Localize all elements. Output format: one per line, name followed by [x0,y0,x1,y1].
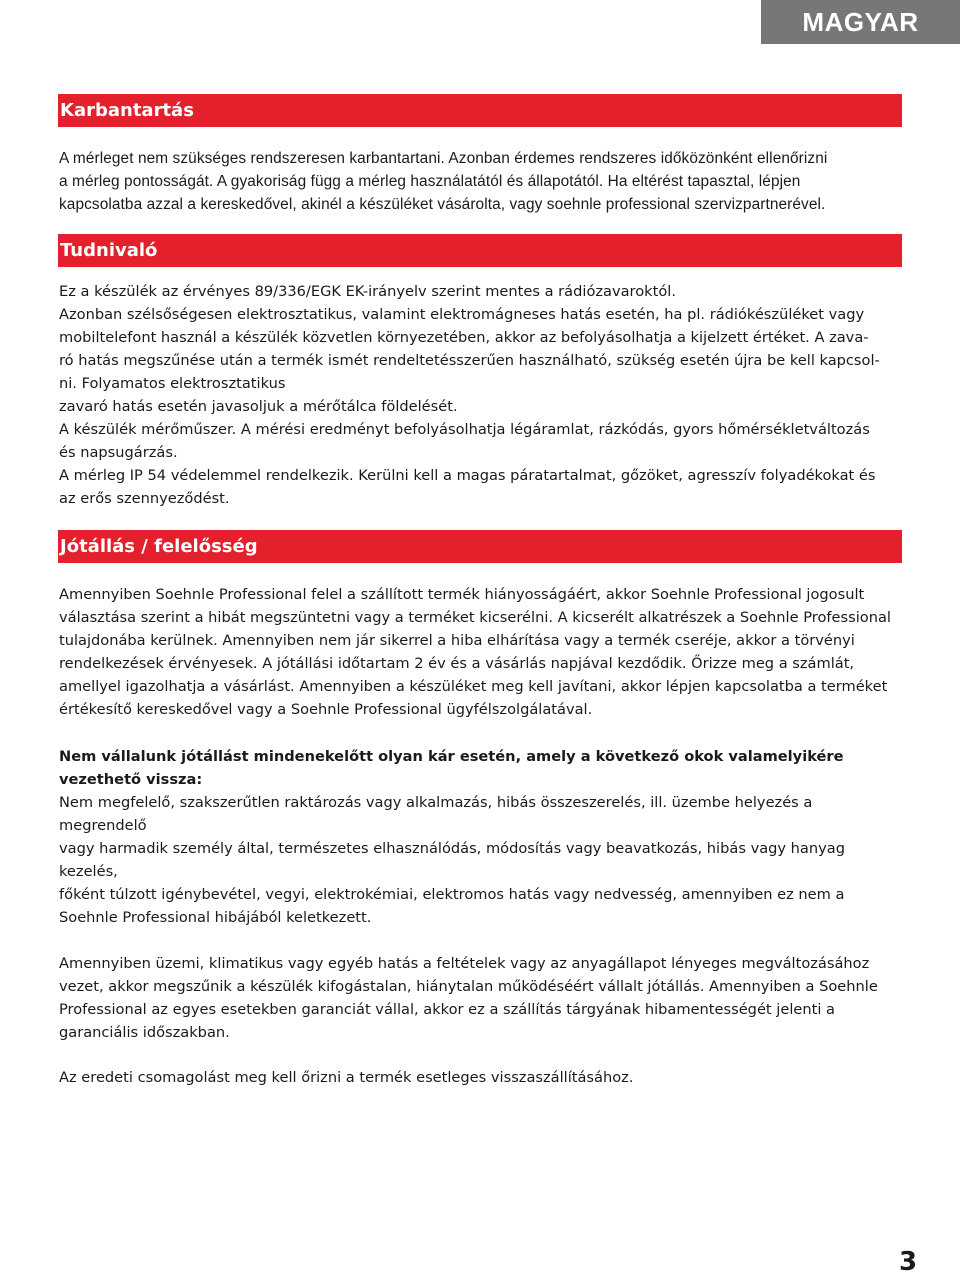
text-line: mobiltelefont használ a készülék közvetlen környezetében, akkor az befolyásolhatja a kijelzett értéket. A zava- [59,329,869,346]
text-line: Azonban szélsőségesen elektrosztatikus, valamint elektromágneses hatás esetén, ha pl. rádiókészüléket vagy [59,306,865,323]
text-line: rendelkezések érvényesek. A jótállási időtartam 2 év és a vásárlás napjával kezdődik. Őrizze meg a számlát, [59,655,855,672]
text-line: Az eredeti csomagolást meg kell őrizni a termék esetleges visszaszállításához. [59,1069,634,1086]
text-line: tulajdonába kerülnek. Amennyiben nem jár sikerrel a hiba elhárítása vagy a termék cseréje, akkor a törvényi [59,632,855,649]
text-line: Professional az egyes esetekben garanciát vállal, akkor ez a szállítás tárgyának hibamentességét jelenti a [59,1001,835,1018]
text-line: Amennyiben üzemi, klimatikus vagy egyéb hatás a feltételek vagy az anyagállapot lényeges megváltozásához [59,955,870,972]
text-line: A mérleget nem szükséges rendszeresen karbantartani. Azonban érdemes rendszeres időközönként ellenőrizni [59,150,828,167]
text-line: választása szerint a hibát megszüntetni vagy a terméket kicserélni. A kicserélt alkatrészek a Soehnle Professional [59,609,891,626]
text-line: az erős szennyeződést. [59,490,230,507]
exclusion-heading: Nem vállalunk jótállást mindenekelőtt olyan kár esetén, amely a következő okok valamelyikére vezethető vissza: [59,748,844,788]
text-line: főként túlzott igénybevétel, vegyi, elektrokémiai, elektromos hatás vagy nedvesség, amennyiben ez nem a [59,886,845,903]
language-tab: MAGYAR [761,0,960,44]
section-heading-notice: Tudnivaló [58,234,902,267]
warranty-paragraph-1 [59,583,902,721]
text-line: értékesítő kereskedővel vagy a Soehnle Professional ügyfélszolgálatával. [59,701,593,718]
text-line: A mérleg IP 54 védelemmel rendelkezik. Kerülni kell a magas páratartalmat, gőzöket, agresszív folyadékokat és [59,467,876,484]
page-number: 3 [899,1247,918,1277]
maintenance-text [59,147,902,216]
warranty-paragraph-3 [59,952,902,1044]
text-line: Soehnle Professional hibájából keletkezett. [59,909,372,926]
text-line: Amennyiben Soehnle Professional felel a szállított termék hiányosságáért, akkor Soehnle Professional jogosult [59,586,865,603]
section-heading-warranty: Jótállás / felelősség [58,530,902,563]
text-line: ró hatás megszűnése után a termék ismét rendeltetésszerűen használható, szükség esetén újra be kell kapcsol- [59,352,880,369]
page-content [59,94,902,1089]
text-line: és napsugárzás. [59,444,178,461]
text-line: kapcsolatba azzal a kereskedővel, akinél a készüléket vásárolta, vagy soehnle professional szervizpartnerével. [59,196,826,213]
text-line: a mérleg pontosságát. A gyakoriság függ a mérleg használatától és állapotától. Ha eltérést tapasztal, lépjen [59,173,801,190]
text-line: Ez a készülék az érvényes 89/336/EGK EK-irányelv szerint mentes a rádiózavaroktól. [59,283,676,300]
warranty-paragraph-2 [59,745,902,929]
text-line: Nem megfelelő, szakszerűtlen raktározás vagy alkalmazás, hibás összeszerelés, ill. üzembe helyezés a megrendelő [59,794,813,834]
text-line: zavaró hatás esetén javasoljuk a mérőtálca földelését. [59,398,458,415]
text-line: garanciális időszakban. [59,1024,230,1041]
text-line: amellyel igazolhatja a vásárlást. Amennyiben a készüléket meg kell javítani, akkor lépjen kapcsolatba a terméket [59,678,888,695]
section-heading-maintenance: Karbantartás [58,94,902,127]
notice-text [59,280,902,510]
text-line: vagy harmadik személy által, természetes elhasználódás, módosítás vagy beavatkozás, hibás vagy hanyag kezelés, [59,840,845,880]
text-line: A készülék mérőműszer. A mérési eredményt befolyásolhatja légáramlat, rázkódás, gyors hőmérsékletváltozás [59,421,870,438]
text-line: ni. Folyamatos elektrosztatikus [59,375,286,392]
warranty-paragraph-4 [59,1066,902,1089]
text-line: vezet, akkor megszűnik a készülék kifogástalan, hiánytalan működéséért vállalt jótállás. Amennyiben a Soehnle [59,978,878,995]
